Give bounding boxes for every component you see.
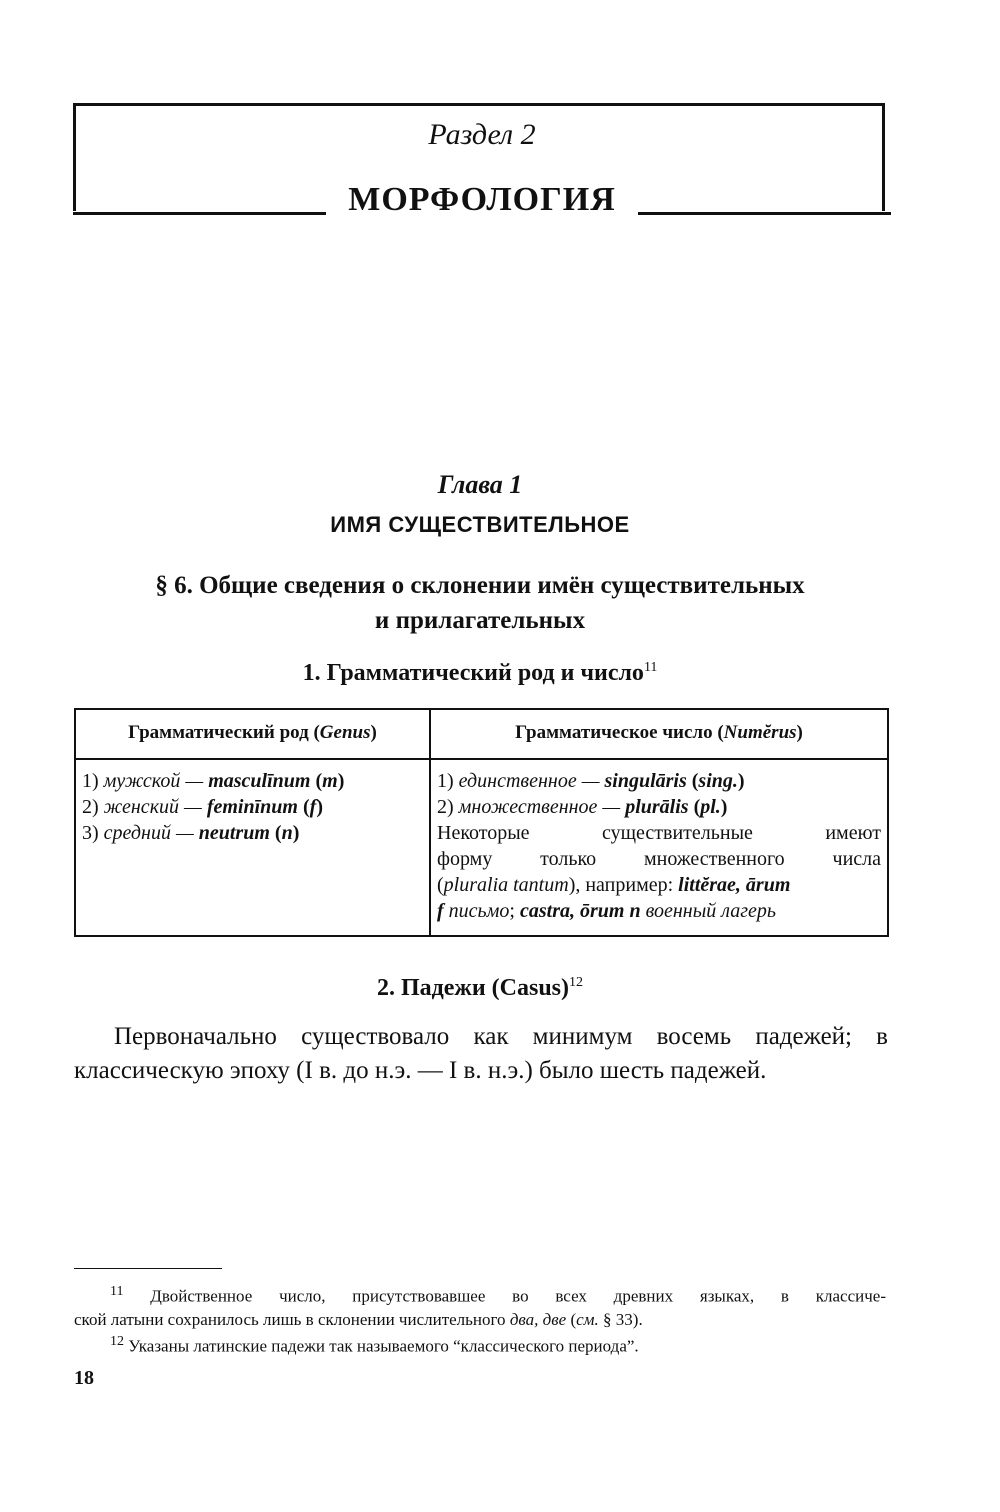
section-title: МОРФОЛОГИЯ: [348, 181, 616, 218]
number-row-singular: 1) единственное — singulāris (sing.): [437, 770, 745, 792]
section-title-rule-left: [73, 212, 326, 215]
footnote-11: $^{11}$ Двойственное число, присутствовавшее во всех древних языках, в классиче- ской латыни сохранилось лишь в склонении числительного два, две (см. § 33).: [74, 1284, 886, 1329]
gender-row-neuter: 3) средний — neutrum (n): [82, 822, 300, 844]
body-line1: Первоначально существовало как минимум восемь падежей; в: [114, 1023, 888, 1050]
paragraph-heading: [60, 568, 900, 638]
paragraph-heading-line1: § 6. Общие сведения о склонении имён существительных: [155, 572, 805, 599]
footnote-ref-12[interactable]: 12: [569, 975, 584, 990]
number-note-line4: f письмо; castra, ōrum n военный лагерь: [437, 900, 777, 922]
table-header-gender: Грамматический род (Genus): [128, 722, 377, 743]
table-header-number: Грамматическое число (Numĕrus): [515, 722, 803, 743]
table-cell-number: [437, 768, 881, 924]
subsection-title: 1. Грамматический род и число: [302, 660, 644, 686]
subsection-heading-cases: [0, 975, 960, 1002]
footnote-12-marker: 12: [110, 1334, 124, 1349]
chapter-title: ИМЯ СУЩЕСТВИТЕЛЬНОЕ: [330, 512, 630, 537]
number-note-line2: форму только множественного числа: [437, 848, 881, 870]
chapter-label: Глава 1: [437, 470, 523, 499]
footnote-ref-11[interactable]: 11: [643, 660, 658, 675]
footnote-11-marker: 11: [110, 1284, 124, 1299]
subsection-heading-gender-number: [0, 660, 960, 687]
gender-row-masculine: 1) мужской — masculīnum (m): [82, 770, 345, 792]
page-number: 18: [74, 1367, 94, 1389]
number-note-line1: Некоторые существительные имеют: [437, 822, 881, 844]
subsection-title: 2. Падежи (Casus): [376, 975, 570, 1001]
gender-row-feminine: 2) женский — feminīnum (f): [82, 796, 323, 818]
section-title-row: [73, 180, 891, 220]
footnote-separator: [74, 1268, 222, 1269]
number-row-plural: 2) множественное — plurālis (pl.): [437, 796, 728, 818]
number-note-line3: (pluralia tantum), например: littĕrae, ārum: [437, 874, 791, 896]
paragraph-heading-line2: и прилагательных: [374, 607, 586, 634]
footnote-12: $^{12}$ Указаны латинские падежи так называемого “классического периода”.: [110, 1334, 639, 1356]
section-title-rule-right: [638, 212, 891, 215]
section-label: Раздел 2: [428, 118, 536, 151]
gender-number-table: [74, 708, 889, 937]
body-line2: классическую эпоху (I в. до н.э. — I в. н.э.) было шесть падежей.: [74, 1057, 767, 1084]
table-cell-gender: [82, 768, 422, 846]
body-paragraph: [74, 1020, 888, 1088]
